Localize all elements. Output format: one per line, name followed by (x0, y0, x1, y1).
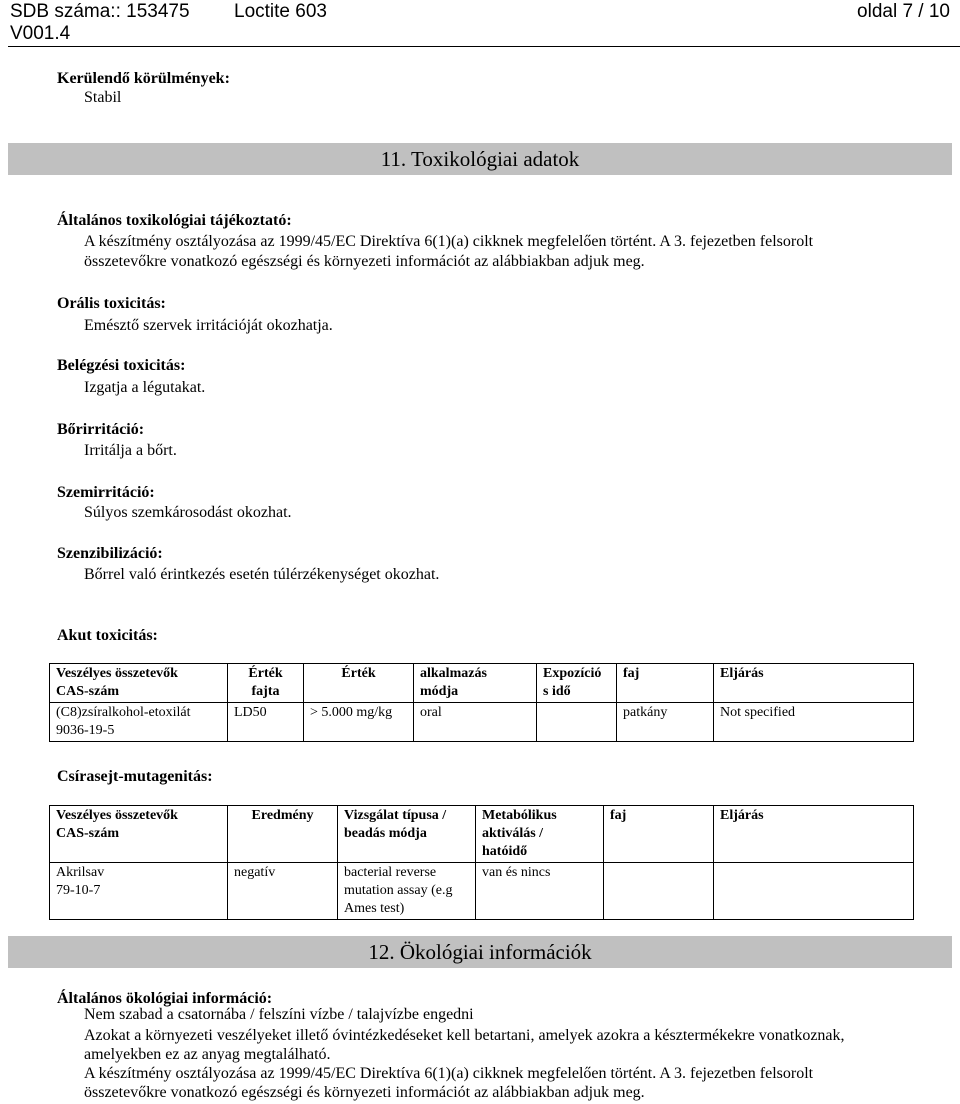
oral-tox-value: Emésztő szervek irritációját okozhatja. (84, 317, 333, 334)
cell-method: Not specified (714, 703, 914, 742)
eco-line1: Nem szabad a csatornába / felszíni vízbe / talajvízbe engedni (84, 1006, 474, 1023)
header-route-line2: módja (420, 684, 459, 699)
header-value-type (228, 664, 304, 703)
page-header (8, 0, 960, 47)
inhalation-tox-label: Belégzési toxicitás: (57, 357, 186, 374)
general-tox-line1: A készítmény osztályozása az 1999/45/EC Direktíva 6(1)(a) cikknek megfelelően történt. A 3. fejezetben felsorolt (84, 233, 814, 250)
header-metabolic-activation (476, 806, 604, 863)
header-value: Érték (304, 664, 414, 703)
header-component (50, 806, 228, 863)
page-number: oldal 7 / 10 (857, 1, 950, 22)
header-component-line1: Veszélyes összetevők (56, 666, 178, 681)
inhalation-tox-value: Izgatja a légutakat. (84, 379, 206, 396)
header-metabolic-line1: Metabólikus (482, 808, 557, 823)
cell-value: > 5.000 mg/kg (304, 703, 414, 742)
table-row (50, 863, 914, 920)
cell-component (50, 703, 228, 742)
cell-test-type (338, 863, 476, 920)
eco-line2: Azokat a környezeti veszélyeket illető óvintézkedéseket kell betartani, amelyek azokra a késztermékekre vonatkoznak, (84, 1027, 845, 1044)
table-header-row (50, 664, 914, 703)
conditions-to-avoid-value: Stabil (84, 89, 122, 106)
header-component (50, 664, 228, 703)
header-exposure-line1: Expozíció (543, 666, 602, 681)
cell-method (714, 863, 914, 920)
component-name: Akrilsav (56, 865, 105, 880)
acute-toxicity-label: Akut toxicitás: (57, 627, 158, 644)
skin-irritation-value: Irritálja a bőrt. (84, 442, 177, 459)
component-name: (C8)zsíralkohol-etoxilát (56, 705, 191, 720)
header-species: faj (604, 806, 714, 863)
skin-irritation-label: Bőrirritáció: (57, 421, 145, 438)
product-name: Loctite 603 (234, 1, 327, 22)
cell-component (50, 863, 228, 920)
header-component-line2: CAS-szám (56, 826, 119, 841)
cell-value-type: LD50 (228, 703, 304, 742)
header-component-line1: Veszélyes összetevők (56, 808, 178, 823)
header-exposure-line2: s idő (543, 684, 571, 699)
eco-line4: A készítmény osztályozása az 1999/45/EC Direktíva 6(1)(a) cikknek megfelelően történt. A 3. fejezetben felsorolt (84, 1065, 814, 1082)
eco-line3: amelyekben ez az anyag megtalálható. (84, 1046, 331, 1063)
sensitization-label: Szenzibilizáció: (57, 545, 163, 562)
cell-species (604, 863, 714, 920)
cell-result: negatív (228, 863, 338, 920)
header-value-type-line2: fajta (251, 684, 280, 699)
header-metabolic-line3: hatóidő (482, 844, 528, 859)
sds-number: SDB száma:: 153475 (10, 1, 190, 22)
cell-exposure (537, 703, 617, 742)
section-12-title: 12. Ökológiai információk (8, 936, 952, 968)
header-method: Eljárás (714, 806, 914, 863)
version-number: V001.4 (10, 23, 71, 44)
conditions-to-avoid-label: Kerülendő körülmények: (57, 70, 230, 87)
mutagenicity-table (49, 805, 914, 920)
cas-number: 79-10-7 (56, 883, 101, 898)
germ-cell-mutagenicity-label: Csírasejt-mutagenitás: (57, 768, 213, 785)
sensitization-value: Bőrrel való érintkezés esetén túlérzékenységet okozhat. (84, 566, 440, 583)
header-route (414, 664, 537, 703)
header-test-type (338, 806, 476, 863)
eco-line5: összetevőkre vonatkozó egészségi és környezeti információt az alábbiakban adjuk meg. (84, 1084, 645, 1101)
header-value-type-line1: Érték (248, 666, 283, 681)
general-tox-label: Általános toxikológiai tájékoztató: (57, 212, 292, 229)
header-component-line2: CAS-szám (56, 684, 119, 699)
header-species: faj (617, 664, 714, 703)
header-test-type-line2: beadás módja (344, 826, 427, 841)
header-metabolic-line2: aktiválás / (482, 826, 544, 841)
test-type-line1: bacterial reverse (344, 865, 437, 880)
cell-species: patkány (617, 703, 714, 742)
cell-metabolic-activation: van és nincs (476, 863, 604, 920)
eye-irritation-label: Szemirritáció: (57, 484, 155, 501)
general-tox-line2: összetevőkre vonatkozó egészségi és környezeti információt az alábbiakban adjuk meg. (84, 253, 645, 270)
section-11-title: 11. Toxikológiai adatok (8, 143, 952, 175)
test-type-line2: mutation assay (e.g (344, 883, 453, 898)
table-header-row (50, 806, 914, 863)
header-method: Eljárás (714, 664, 914, 703)
header-test-type-line1: Vizsgálat típusa / (344, 808, 447, 823)
general-eco-label: Általános ökológiai információ: (57, 990, 273, 1007)
header-result: Eredmény (228, 806, 338, 863)
cell-route: oral (414, 703, 537, 742)
header-route-line1: alkalmazás (420, 666, 487, 681)
table-row (50, 703, 914, 742)
header-exposure (537, 664, 617, 703)
eye-irritation-value: Súlyos szemkárosodást okozhat. (84, 504, 292, 521)
oral-tox-label: Orális toxicitás: (57, 295, 166, 312)
acute-toxicity-table (49, 663, 914, 742)
cas-number: 9036-19-5 (56, 723, 115, 738)
test-type-line3: Ames test) (344, 901, 405, 916)
